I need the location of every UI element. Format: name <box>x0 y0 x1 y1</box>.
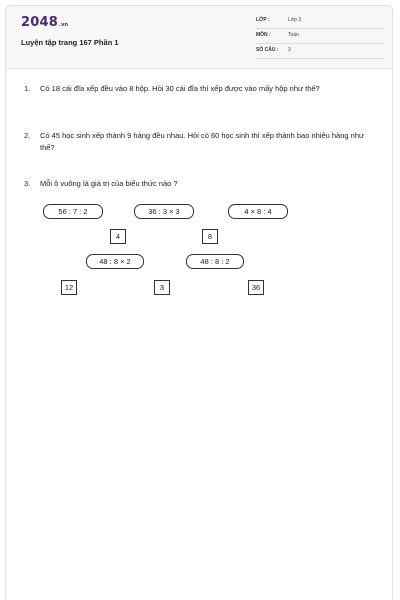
question-3-text: Mỗi ô vuông là giá trị của biểu thức nào ? <box>40 179 178 188</box>
meta-count-label: SỐ CÂU : <box>256 47 279 53</box>
meta-subject-row <box>256 29 384 44</box>
meta-subject-value: Toán <box>288 32 299 38</box>
expression-pill[interactable]: 56 : 7 : 2 <box>43 204 103 219</box>
question-2-text: Có 45 học sinh xếp thành 9 hàng đều nhau. Hỏi có 60 học sinh thì xếp thành bao nhiêu hàng như thế? <box>40 131 365 152</box>
question-3-number: 3. <box>24 179 31 188</box>
logo-suffix: .vn <box>58 22 69 28</box>
meta-count-row <box>256 44 384 59</box>
meta-class-value: Lớp 3 <box>288 17 302 23</box>
logo-main: 2048 <box>21 15 58 30</box>
answer-box[interactable]: 4 <box>110 229 126 244</box>
expression-pill[interactable]: 48 : 8 × 2 <box>86 254 144 269</box>
question-1-number: 1. <box>24 84 31 93</box>
answer-box[interactable]: 36 <box>248 280 264 295</box>
meta-class-row <box>256 14 384 29</box>
worksheet-page <box>5 5 393 600</box>
worksheet-title: Luyện tập trang 167 Phần 1 <box>21 38 119 47</box>
answer-box[interactable]: 12 <box>61 280 77 295</box>
expression-pill[interactable]: 36 : 3 × 3 <box>134 204 194 219</box>
answer-box[interactable]: 8 <box>202 229 218 244</box>
meta-class-label: LỚP : <box>256 17 270 23</box>
worksheet-header <box>6 6 392 69</box>
answer-box[interactable]: 3 <box>154 280 170 295</box>
question-2-number: 2. <box>24 131 31 140</box>
site-logo[interactable] <box>21 15 68 30</box>
question-1-text: Có 18 cái đĩa xếp đều vào 8 hộp. Hỏi 30 cái đĩa thì xếp được vào mấy hộp như thế? <box>40 84 320 93</box>
expression-pill[interactable]: 48 : 8 : 2 <box>186 254 244 269</box>
meta-subject-label: MÔN : <box>256 32 271 38</box>
meta-count-value: 3 <box>288 47 291 53</box>
expression-pill[interactable]: 4 × 8 : 4 <box>228 204 288 219</box>
